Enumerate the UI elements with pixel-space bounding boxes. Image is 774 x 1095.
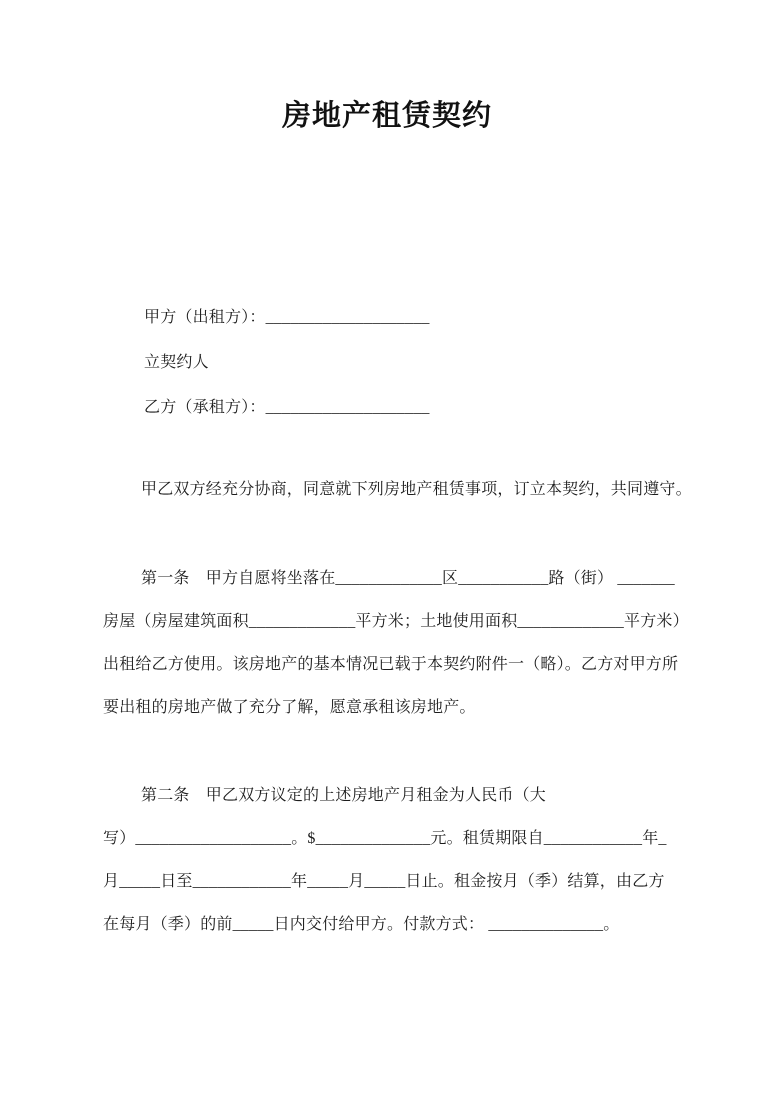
article-2-line-3: 月_____日至____________年_____月_____日止。租金按月（季）结算，由乙方 [103,873,665,890]
article-1-line-4: 要出租的房地产做了充分了解，愿意承租该房地产。 [103,699,476,716]
document-title: 房地产租赁契约 [281,100,492,132]
article-1-line-2: 房屋（房屋建筑面积_____________平方米；土地使用面积_____________平方米） [103,613,689,630]
article-1-line-3: 出租给乙方使用。该房地产的基本情况已载于本契约附件一（略）。乙方对甲方所 [103,656,679,673]
party-b-line: 乙方（承租方）：____________________ [144,399,430,416]
contractor-label: 立契约人 [144,354,209,371]
article-2-line-2: 写）___________________。$______________元。租赁期限自____________年_ [103,830,667,847]
article-1-line-1: 第一条 甲方自愿将坐落在_____________区___________路（街） _______ [141,570,675,587]
article-2-line-1: 第二条 甲乙双方议定的上述房地产月租金为人民币（大 [141,787,547,804]
party-a-line: 甲方（出租方）：____________________ [144,309,430,326]
article-2-line-4: 在每月（季）的前_____日内交付给甲方。付款方式： ______________。 [103,916,620,933]
intro-paragraph: 甲乙双方经充分协商，同意就下列房地产租赁事项，订立本契约，共同遵守。 [141,481,692,498]
